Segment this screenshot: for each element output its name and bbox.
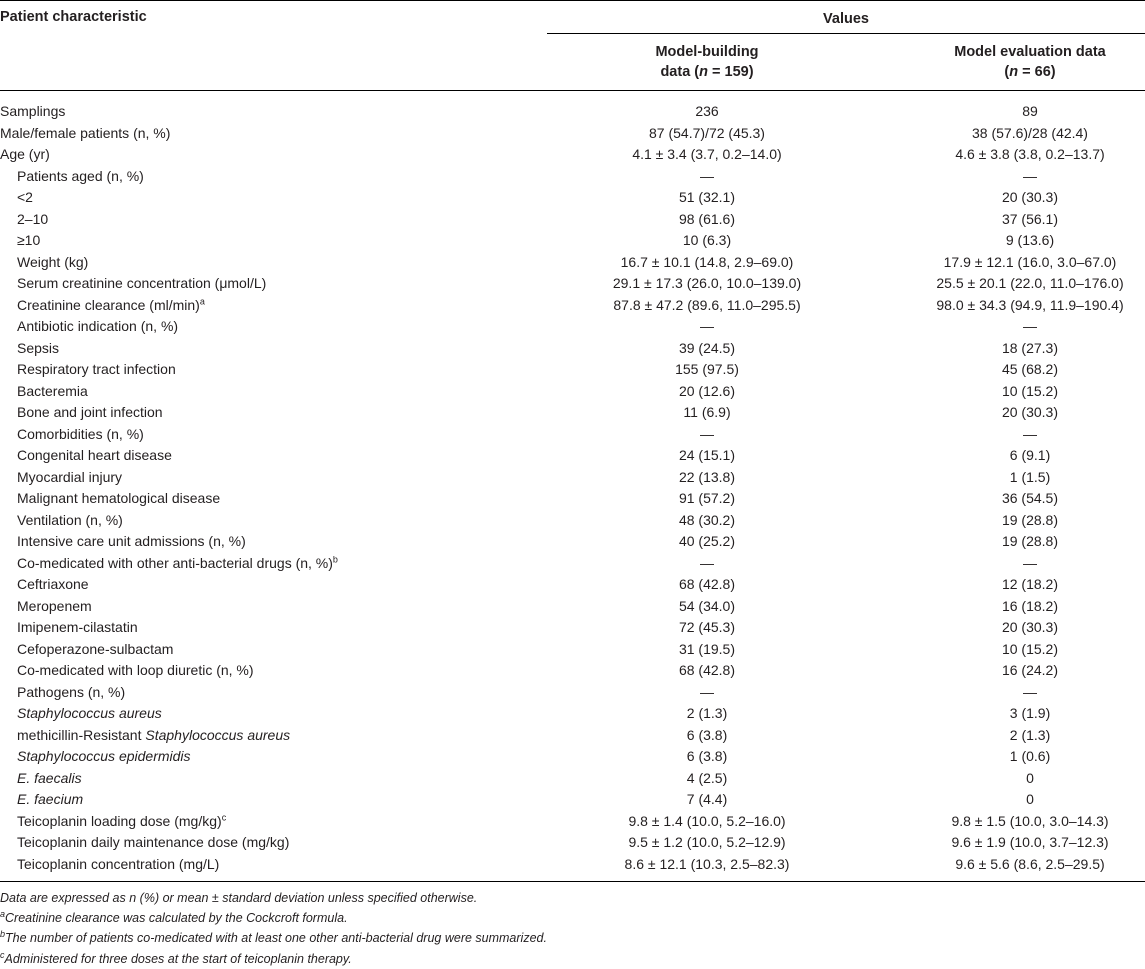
table-row <box>0 187 1145 209</box>
row-label: Bone and joint infection <box>17 404 163 420</box>
model-building-value: — <box>700 683 714 700</box>
model-evaluation-value: 10 (15.2) <box>1001 640 1059 657</box>
model-evaluation-value: — <box>1023 683 1037 700</box>
model-building-value: 4.1 ± 3.4 (3.7, 0.2–14.0) <box>632 146 782 162</box>
model-building-value: 51 (32.1) <box>678 189 736 205</box>
model-building-value: 236 <box>695 103 719 119</box>
row-label: methicillin-Resistant Staphylococcus aureus <box>17 726 291 743</box>
model-evaluation-value: 4.6 ± 3.8 (3.8, 0.2–13.7) <box>955 146 1105 162</box>
row-label: Sepsis <box>17 339 60 356</box>
footnote-marker: b <box>332 553 338 564</box>
header-model-building <box>547 42 867 82</box>
model-evaluation-value: 10 (15.2) <box>1001 382 1059 399</box>
values-span-rule <box>547 33 1145 34</box>
model-building-value: 8.6 ± 12.1 (10.3, 2.5–82.3) <box>624 855 790 872</box>
model-building-value: — <box>700 167 714 184</box>
model-building-value: 29.1 ± 17.3 (26.0, 10.0–139.0) <box>612 275 802 291</box>
model-evaluation-value: 45 (68.2) <box>1001 361 1059 377</box>
row-label: Weight (kg) <box>17 253 89 270</box>
model-evaluation-value: 98.0 ± 34.3 (94.9, 11.9–190.4) <box>936 296 1124 313</box>
model-building-value: 9.5 ± 1.2 (10.0, 5.2–12.9) <box>628 834 786 850</box>
model-building-value: 24 (15.1) <box>678 447 736 463</box>
model-evaluation-value: 20 (30.3) <box>1001 619 1059 635</box>
model-building-value: 7 (4.4) <box>686 791 728 807</box>
table-top-rule <box>0 0 1145 1</box>
model-building-value: — <box>700 554 714 571</box>
model-building-value: 20 (12.6) <box>678 382 736 399</box>
model-evaluation-value: 20 (30.3) <box>1001 189 1059 205</box>
model-building-value: 68 (42.8) <box>678 576 736 592</box>
model-building-value: 11 (6.9) <box>683 404 731 420</box>
model-evaluation-value: 17.9 ± 12.1 (16.0, 3.0–67.0) <box>943 253 1117 270</box>
footnote: Data are expressed as n (%) or mean ± standard deviation unless specified otherwise. <box>0 891 478 905</box>
table-row <box>0 230 1145 252</box>
footnote: $^c$Administered for three doses at the start of teicoplanin therapy. <box>0 949 352 966</box>
table-row <box>0 123 1145 145</box>
model-evaluation-value: 36 (54.5) <box>1001 490 1059 506</box>
table-row <box>0 295 1145 317</box>
table-bottom-rule <box>0 881 1145 882</box>
header-patient-characteristic: Patient characteristic <box>0 9 147 25</box>
row-label: Teicoplanin concentration (mg/L) <box>17 855 220 872</box>
table-row <box>0 660 1145 682</box>
model-building-value: 4 (2.5) <box>686 769 728 786</box>
table-row <box>0 467 1145 489</box>
table-row <box>0 703 1145 725</box>
row-label: Teicoplanin loading dose $(mg/kg)^c$ <box>17 811 227 829</box>
model-evaluation-value: 19 (28.8) <box>1001 533 1059 549</box>
model-building-value: 155 (97.5) <box>675 361 739 377</box>
table-row <box>0 166 1145 188</box>
row-label: Creatinine clearance $(ml/\min)^a$ <box>17 295 205 313</box>
table-row <box>0 832 1145 854</box>
table-row <box>0 402 1145 424</box>
row-label: Teicoplanin daily maintenance dose (mg/kg) <box>17 834 290 850</box>
model-evaluation-value: 9.6 ± 1.9 (10.0, 3.7–12.3) <box>951 834 1109 850</box>
row-label: <2 <box>17 189 33 205</box>
model-evaluation-value: 20 (30.3) <box>1001 404 1059 420</box>
table-row <box>0 101 1145 123</box>
row-label: Age (yr) <box>0 146 50 162</box>
model-evaluation-value: 1 (0.6) <box>1009 748 1051 764</box>
table-row <box>0 811 1145 833</box>
table-row <box>0 617 1145 639</box>
footnote-marker: c <box>221 811 227 822</box>
table-row <box>0 854 1145 876</box>
model-building-value: 16.7 ± 10.1 (14.8, 2.9–69.0) <box>620 253 794 270</box>
row-label: Congenital heart disease <box>17 447 172 463</box>
row-label: Staphylococcus aureus <box>17 705 162 721</box>
row-label: Malignant hematological disease <box>17 490 221 506</box>
row-label: Serum creatinine concentration (μmol/L) <box>17 275 267 291</box>
model-evaluation-value: 16 (24.2) <box>1001 662 1059 678</box>
row-label: Myocardial injury <box>17 468 123 485</box>
table-row <box>0 381 1145 403</box>
row-label: Ceftriaxone <box>17 576 89 592</box>
model-building-value: 48 (30.2) <box>678 511 736 528</box>
header-model-evaluation-line1: Model evaluation data <box>954 44 1106 60</box>
model-building-value: 39 (24.5) <box>678 339 736 356</box>
model-building-value: 6 (3.8) <box>686 726 728 743</box>
model-building-value: 2 (1.3) <box>686 705 728 721</box>
model-building-value: — <box>700 318 714 334</box>
table-row <box>0 789 1145 811</box>
table-row <box>0 445 1145 467</box>
model-building-value: 9.8 ± 1.4 (10.0, 5.2–16.0) <box>628 812 786 829</box>
table-row <box>0 553 1145 575</box>
row-label: Meropenem <box>17 597 92 614</box>
row-label: Co-medicated with other anti-bacterial drugs (n, %)$^b$ <box>17 553 338 571</box>
model-evaluation-value: 9 (13.6) <box>1005 232 1055 248</box>
model-building-value: 91 (57.2) <box>678 490 736 506</box>
header-model-building-line2: data (n = 159) <box>660 64 754 80</box>
table-row <box>0 316 1145 338</box>
model-evaluation-value: 16 (18.2) <box>1001 597 1059 614</box>
table-row <box>0 510 1145 532</box>
row-label: Samplings <box>0 103 66 119</box>
row-label: Comorbidities (n, %) <box>17 425 144 442</box>
table-row <box>0 424 1145 446</box>
model-building-value: 40 (25.2) <box>678 533 736 549</box>
model-evaluation-value: — <box>1023 425 1037 442</box>
table-row <box>0 359 1145 381</box>
table-row <box>0 639 1145 661</box>
header-model-building-line1: Model-building <box>655 44 759 60</box>
model-evaluation-value: — <box>1023 554 1037 571</box>
row-label: Pathogens (n, %) <box>17 683 126 700</box>
table-row <box>0 252 1145 274</box>
model-evaluation-value: 2 (1.3) <box>1009 726 1051 743</box>
row-label: E. faecium <box>17 791 84 807</box>
row-label: Patients aged (n, %) <box>17 167 144 184</box>
model-evaluation-value: 89 <box>1022 103 1038 119</box>
table-row <box>0 574 1145 596</box>
row-label: Bacteremia <box>17 382 88 399</box>
table-row <box>0 725 1145 747</box>
footnote: $^a$Creatinine clearance was calculated by the Cockcroft formula. <box>0 909 348 926</box>
table-body <box>0 101 1145 875</box>
row-label: Respiratory tract infection <box>17 361 176 377</box>
model-evaluation-value: 3 (1.9) <box>1009 705 1051 721</box>
table-row <box>0 488 1145 510</box>
model-building-value: — <box>700 425 714 442</box>
model-evaluation-value: 0 <box>1026 791 1034 807</box>
footnote: $^b$The number of patients co-medicated with at least one other anti-bacterial drug were summarized. <box>0 929 547 946</box>
model-building-value: 22 (13.8) <box>678 468 736 485</box>
row-label: Ventilation (n, %) <box>17 511 123 528</box>
model-building-value: 10 (6.3) <box>682 232 732 248</box>
model-evaluation-value: 6 (9.1) <box>1009 447 1051 463</box>
table-footnotes <box>0 888 1145 969</box>
row-label: Male/female patients (n, %) <box>0 124 171 141</box>
model-evaluation-value: 38 (57.6)/28 (42.4) <box>972 124 1088 141</box>
header-bottom-rule <box>0 90 1145 91</box>
row-label: Imipenem-cilastatin <box>17 619 138 635</box>
model-evaluation-value: 19 (28.8) <box>1001 511 1059 528</box>
table-row <box>0 338 1145 360</box>
model-building-value: 87.8 ± 47.2 (89.6, 11.0–295.5) <box>613 296 801 313</box>
model-evaluation-value: 18 (27.3) <box>1001 339 1059 356</box>
row-label: Intensive care unit admissions (n, %) <box>17 533 246 549</box>
model-building-value: 6 (3.8) <box>686 748 728 764</box>
model-building-value: 87 (54.7)/72 (45.3) <box>649 124 765 141</box>
model-building-value: 54 (34.0) <box>678 597 736 614</box>
table-row <box>0 144 1145 166</box>
table-row <box>0 596 1145 618</box>
row-label: E. faecalis <box>17 769 82 786</box>
model-evaluation-value: — <box>1023 318 1037 334</box>
row-label: ≥10 <box>17 232 41 248</box>
row-label: Co-medicated with loop diuretic (n, %) <box>17 662 254 678</box>
table-row <box>0 746 1145 768</box>
model-evaluation-value: 0 <box>1026 769 1034 786</box>
header-values: Values <box>823 11 869 27</box>
table-row <box>0 209 1145 231</box>
header-model-evaluation <box>910 42 1145 82</box>
model-evaluation-value: 12 (18.2) <box>1001 576 1059 592</box>
table-row <box>0 768 1145 790</box>
model-evaluation-value: 37 (56.1) <box>1001 210 1059 227</box>
model-evaluation-value: — <box>1023 167 1037 184</box>
row-label: Staphylococcus epidermidis <box>17 748 191 764</box>
model-building-value: 68 (42.8) <box>678 662 736 678</box>
model-building-value: 72 (45.3) <box>678 619 736 635</box>
footnote-marker: a <box>199 295 205 306</box>
row-label: Cefoperazone-sulbactam <box>17 640 174 657</box>
model-evaluation-value: 9.8 ± 1.5 (10.0, 3.0–14.3) <box>951 812 1109 829</box>
row-label: 2–10 <box>17 210 49 227</box>
model-evaluation-value: 25.5 ± 20.1 (22.0, 11.0–176.0) <box>936 275 1124 291</box>
row-label: Antibiotic indication (n, %) <box>17 318 179 334</box>
table-row <box>0 273 1145 295</box>
header-model-evaluation-line2: (n = 66) <box>1004 64 1056 80</box>
table-row <box>0 682 1145 704</box>
model-building-value: 31 (19.5) <box>678 640 736 657</box>
table-row <box>0 531 1145 553</box>
model-evaluation-value: 1 (1.5) <box>1009 468 1051 485</box>
model-building-value: 98 (61.6) <box>678 210 736 227</box>
model-evaluation-value: 9.6 ± 5.6 (8.6, 2.5–29.5) <box>955 855 1105 872</box>
